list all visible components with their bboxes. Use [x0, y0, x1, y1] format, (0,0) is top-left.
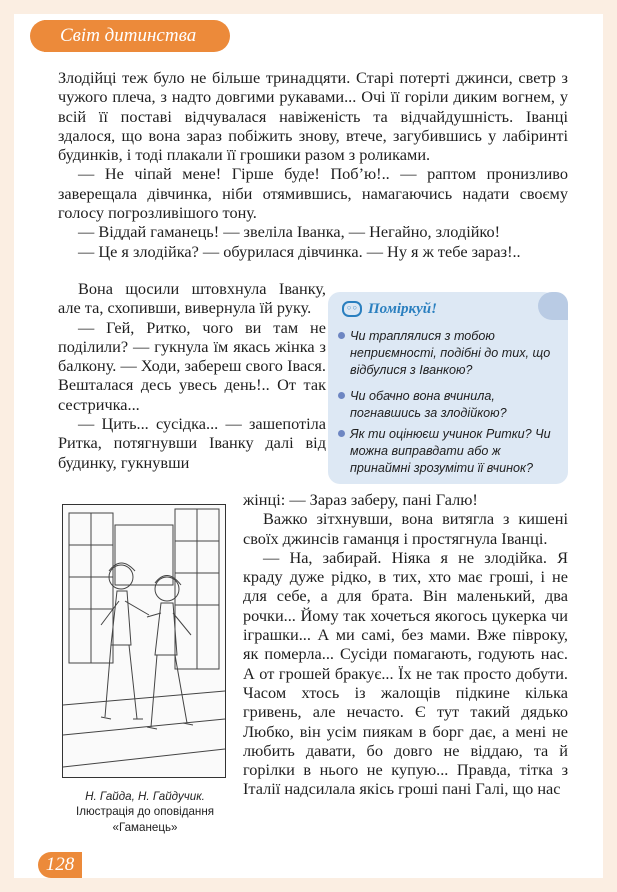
illustration-caption: [50, 789, 240, 835]
thought-icon: ◦◦: [342, 301, 362, 317]
paragraph: Вона щосили штовхнула Іванку, але та, схопивши, вивернула їй руку.: [58, 279, 326, 318]
caption-line: «Гаманець»: [112, 820, 178, 834]
section-header: Світ дитинства: [44, 20, 230, 52]
paragraph: Злодійці теж було не більше тринадцяти. Старі потерті джинси, светр з чужого плеча, з надто довгими рукавами... Очі її горіли диким вогнем, у всій її поставі відчувалася навіженість та відчайдушність. Іванці здалося, що вона зараз побіжить знову, втече, загубившись у лабіринті будинків, і тоді плакали її грошики разом з роликами.: [58, 68, 568, 165]
paragraph: — Гей, Ритко, чого ви там не поділили? — гукнула їм якась жінка з балкону. — Ходи, забереш свого Івася. Вешталася десь увесь день!.. От так сестричка...: [58, 317, 326, 414]
paragraph: — Це я злодійка? — обурилася дівчинка. — Ну я ж тебе зараз!..: [78, 241, 521, 261]
caption-line: Ілюстрація до оповідання: [75, 805, 215, 819]
main-text-left: [58, 279, 326, 472]
question-item: Чи обачно вона вчинила, погнавшись за злодійкою?: [338, 388, 564, 422]
main-text-right: [243, 490, 568, 799]
think-box-header: [342, 298, 437, 320]
question-item: Чи траплялися з тобою неприємності, подібні до тих, що відбулися з Іванкою?: [338, 328, 564, 378]
illustration-authors: Н. Гайда, Н. Гайдучик.: [85, 790, 205, 803]
main-text-top: [58, 68, 568, 261]
think-box: [328, 292, 568, 484]
think-box-title: Поміркуй!: [368, 301, 437, 317]
illustration: [62, 504, 226, 778]
paragraph: Важко зітхнувши, вона витягла з кишені своїх джинсів гаманця і простягнула Іванці.: [243, 509, 568, 548]
paragraph: — Не чіпай мене! Гірше буде! Поб’ю!.. — раптом пронизливо заверещала дівчинка, ніби отямившись, намагаючись надати своєму голосу погрозливішого тону.: [58, 164, 568, 223]
paragraph: жінці: — Зараз заберу, пані Галю!: [243, 490, 478, 509]
think-box-corner: [538, 292, 568, 320]
question-item: Як ти оцінюєш учинок Ритки? Чи можна виправдати або ж принаймні зрозуміти її вчинок?: [338, 426, 564, 476]
illustration-drawing: [63, 505, 225, 777]
paragraph: — На, забирай. Ніяка я не злодійка. Я краду дуже рідко, в тих, хто має гроші, і не для себе, а для брата. Він маленький, два рочки... Йому так хочеться якогось цукерка чи іграшки... А ми самі, без мами. Вже півроку, як померла... Сусіди помагають, годують нас. А от грошей бракує... Їх не так просто добути. Часом хтось із жалощів підкине кілька гривень, але нечасто. Є тут такий дядько Любко, він усім пиякам в борг дає, а мені не любить давати, бо довго не віддаю, та й горілки в нього не купую... Правда, тітка з Італії надсилала якісь гроші пані Галі, що нас: [243, 547, 568, 799]
paragraph: — Віддай гаманець! — звеліла Іванка, — Негайно, злодійко!: [78, 222, 501, 242]
paragraph: — Цить... сусідка... — зашепотіла Ритка, потягнувши Іванку далі від будинку, гукнувши: [58, 414, 326, 472]
page-number: 128: [38, 852, 82, 878]
